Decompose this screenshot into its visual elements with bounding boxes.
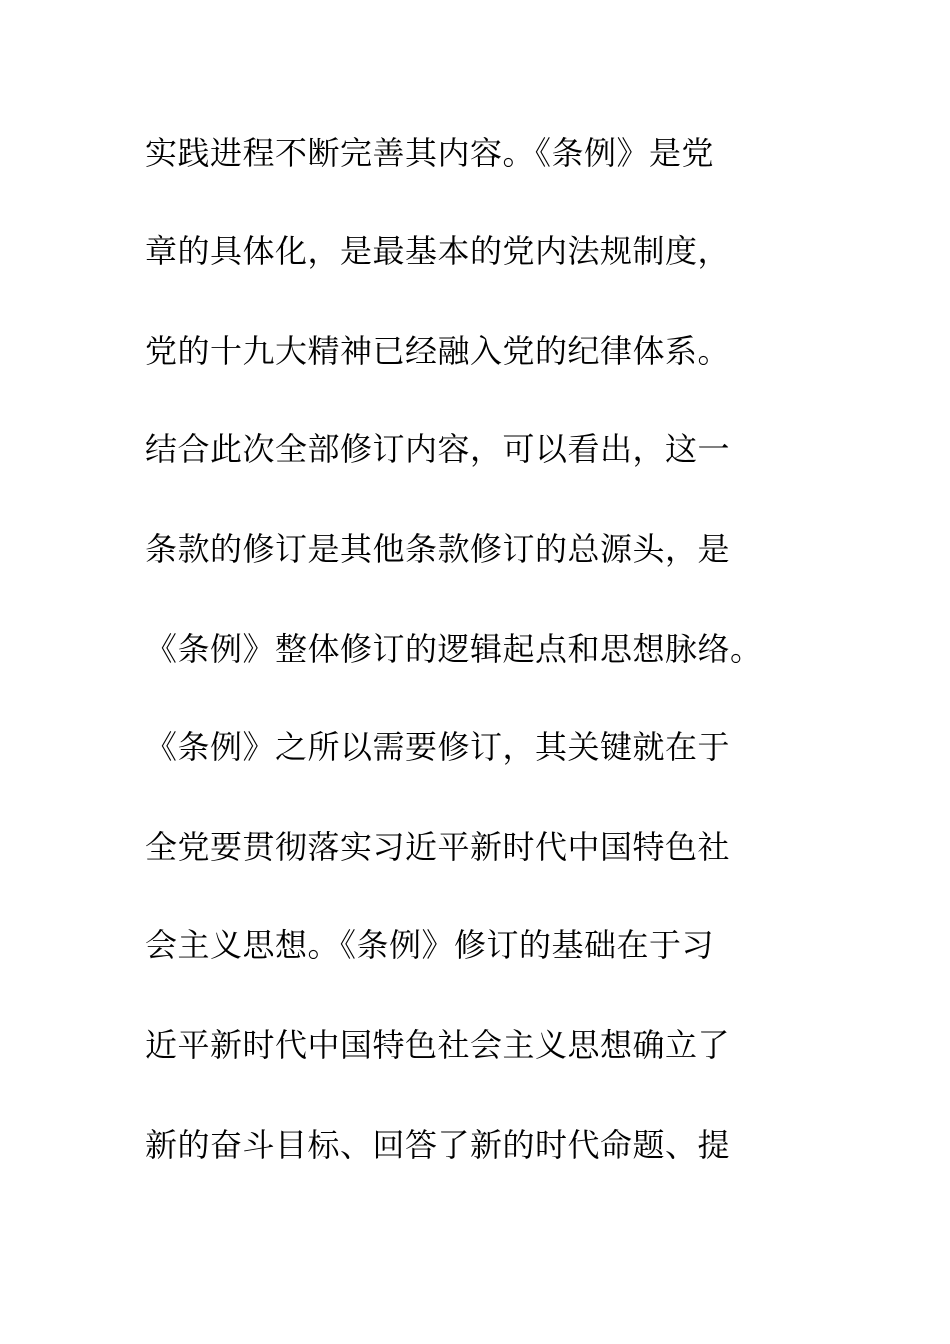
body-text-line: 党的十九大精神已经融入党的纪律体系。	[145, 332, 731, 370]
body-text-line: 会主义思想。《条例》修订的基础在于习	[145, 926, 715, 964]
body-text-line: 条款的修订是其他条款修订的总源头，是	[145, 530, 731, 568]
body-text-line: 章的具体化，是最基本的党内法规制度，	[145, 232, 731, 270]
body-text-line: 《条例》整体修订的逻辑起点和思想脉络。	[145, 630, 763, 668]
body-text-line: 全党要贯彻落实习近平新时代中国特色社	[145, 828, 731, 866]
body-text-line: 近平新时代中国特色社会主义思想确立了	[145, 1026, 731, 1064]
body-text-line: 新的奋斗目标、回答了新的时代命题、提	[145, 1126, 731, 1164]
body-text-line: 结合此次全部修订内容，可以看出，这一	[145, 430, 731, 468]
body-text-line: 《条例》之所以需要修订，其关键就在于	[145, 728, 731, 766]
body-text-line: 实践进程不断完善其内容。《条例》是党	[145, 134, 715, 172]
